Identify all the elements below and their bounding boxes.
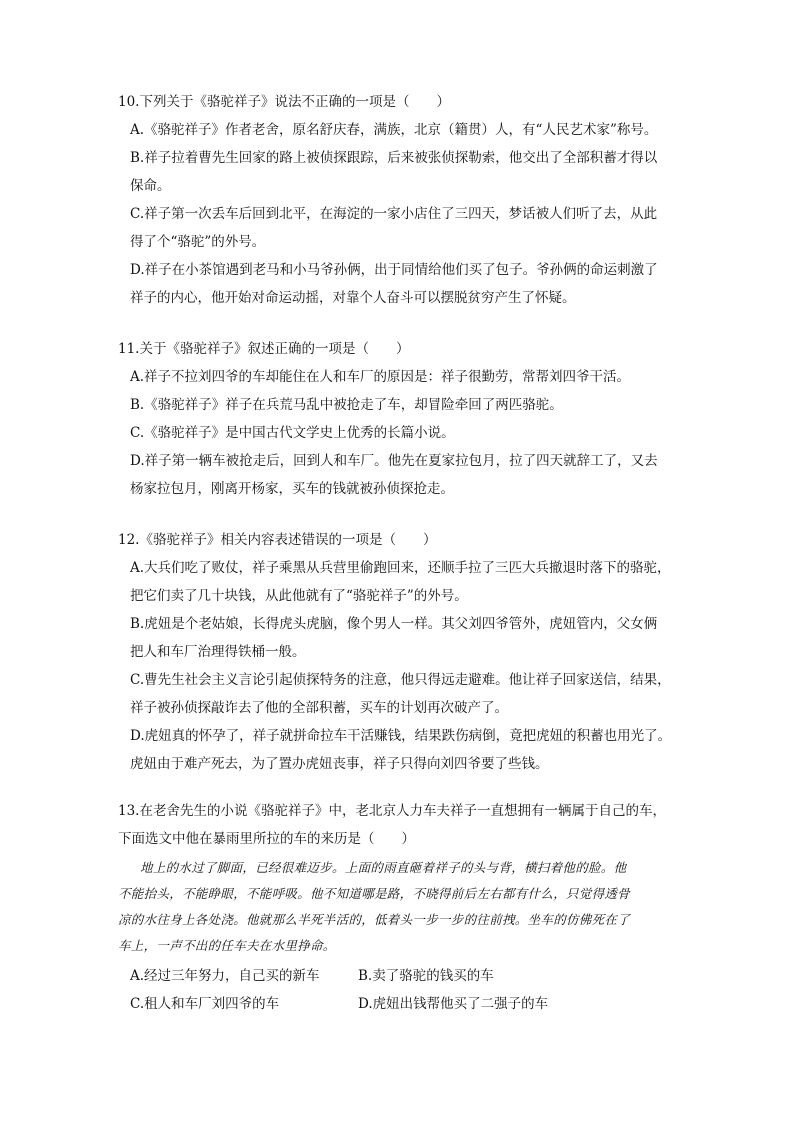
question-stem: 13.在老舍先生的小说《骆驼祥子》中，老北京人力车夫祥子一直想拥有一辆属于自己的车， <box>118 803 666 819</box>
option-c-continued: 祥子被孙侦探敲诈去了他的全部积蓄，买车的计划再次破产了。 <box>130 700 508 716</box>
option-c: C.租人和车厂刘四爷的车 <box>130 996 280 1012</box>
question-stem: 11.关于《骆驼祥子》叙述正确的一项是（ ） <box>118 341 410 357</box>
question-stem: 10.下列关于《骆驼祥子》说法不正确的一项是（ ） <box>118 94 450 110</box>
passage-line-3: 凉的水往身上各处浇。他就那么半死半活的，低着头一步一步的往前拽。坐车的仿佛死在了 <box>118 912 631 927</box>
option-b-continued: 把人和车厂治理得铁桶一般。 <box>130 644 306 660</box>
option-b: B.虎妞是个老姑娘，长得虎头虎脑，像个男人一样。其父刘四爷管外，虎妞管内，父女俩 <box>130 616 658 632</box>
passage-line-4: 车上，一声不出的任车夫在水里挣命。 <box>118 938 336 953</box>
option-d-continued: 虎妞由于难产死去，为了置办虎妞丧事，祥子只得向刘四爷要了些钱。 <box>130 756 549 772</box>
question-stem: 12.《骆驼祥子》相关内容表述错误的一项是（ ） <box>118 532 437 548</box>
passage-line-1: 地上的水过了脚面，已经很难迈步。上面的雨直砸着祥子的头与背，横扫着他的脸。他 <box>140 860 627 875</box>
option-d-continued: 杨家拉包月，刚离开杨家，买车的钱就被孙侦探抢走。 <box>130 481 454 497</box>
option-a: A.经过三年努力，自己买的新车 <box>130 968 320 984</box>
option-d-continued: 祥子的内心，他开始对命运动摇，对靠个人奋斗可以摆脱贫穷产生了怀疑。 <box>130 290 576 306</box>
question-stem-continued: 下面选文中他在暴雨里所拉的车的来历是（ ） <box>118 831 415 847</box>
option-d: D.祥子第一辆车被抢走后，回到人和车厂。他先在夏家拉包月，拉了四天就辞工了，又去 <box>130 453 658 469</box>
option-a-continued: 把它们卖了几十块钱，从此他就有了“骆驼祥子”的外号。 <box>130 588 468 604</box>
option-d: D.虎妞出钱帮他买了二强子的车 <box>358 996 549 1012</box>
option-d: D.祥子在小茶馆遇到老马和小马爷孙俩，出于同情给他们买了包子。爷孙俩的命运刺激了 <box>130 262 658 278</box>
option-b-continued: 保命。 <box>130 178 171 194</box>
option-b: B.卖了骆驼的钱买的车 <box>358 968 494 984</box>
option-b: B.《骆驼祥子》祥子在兵荒马乱中被抢走了车，却冒险牵回了两匹骆驼。 <box>130 397 563 413</box>
option-a: A.大兵们吃了败仗，祥子乘黑从兵营里偷跑回来，还顺手拉了三匹大兵撤退时落下的骆驼， <box>130 560 671 576</box>
option-c: C.祥子第一次丢车后回到北平，在海淀的一家小店住了三四天，梦话被人们听了去，从此 <box>130 206 658 222</box>
option-a: A.《骆驼祥子》作者老舍，原名舒庆春，满族，北京（籍贯）人，有“人民艺术家”称号。 <box>130 122 658 138</box>
passage-line-2: 不能抬头，不能睁眼，不能呼吸。他不知道哪是路，不晓得前后左右都有什么，只觉得透骨 <box>118 886 631 901</box>
option-d: D.虎妞真的怀孕了，祥子就拼命拉车干活赚钱，结果跌伤病倒，竟把虎妞的积蓄也用光了。 <box>130 728 672 744</box>
option-a: A.祥子不拉刘四爷的车却能住在人和车厂的原因是：祥子很勤劳，常帮刘四爷干活。 <box>130 369 631 385</box>
option-c: C.《骆驼祥子》是中国古代文学史上优秀的长篇小说。 <box>130 425 455 441</box>
option-c: C.曹先生社会主义言论引起侦探特务的注意，他只得远走避难。他让祥子回家送信，结果， <box>130 672 671 688</box>
option-c-continued: 得了个“骆驼”的外号。 <box>130 234 266 250</box>
option-b: B.祥子拉着曹先生回家的路上被侦探跟踪，后来被张侦探勒索，他交出了全部积蓄才得以 <box>130 150 658 166</box>
